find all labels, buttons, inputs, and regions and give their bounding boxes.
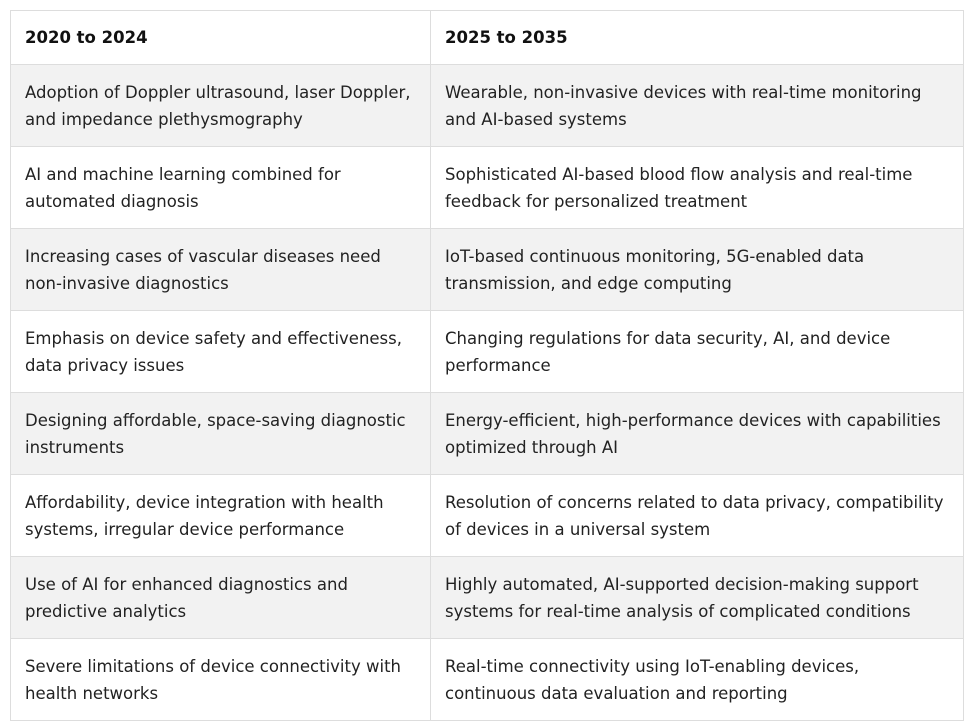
cell-2020-2024 [11, 147, 431, 229]
table-row [11, 393, 964, 475]
table-row [11, 229, 964, 311]
cell-text: Affordability, device integration with health systems, irregular device performance [25, 492, 384, 539]
cell-text: Energy-efficient, high-performance devices with capabilities optimized through AI [445, 410, 941, 457]
table-row [11, 639, 964, 721]
table-row [11, 557, 964, 639]
comparison-table-container [10, 10, 963, 721]
cell-2020-2024 [11, 65, 431, 147]
cell-2025-2035 [431, 393, 964, 475]
cell-text: Designing affordable, space-saving diagnostic instruments [25, 410, 406, 457]
cell-text: Adoption of Doppler ultrasound, laser Doppler, and impedance plethysmography [25, 82, 411, 129]
cell-text: Sophisticated AI-based blood flow analysis and real-time feedback for personalized treatment [445, 164, 913, 211]
cell-2025-2035 [431, 557, 964, 639]
cell-2020-2024 [11, 639, 431, 721]
cell-text: Emphasis on device safety and effectiveness, data privacy issues [25, 328, 402, 375]
cell-2020-2024 [11, 229, 431, 311]
cell-text: AI and machine learning combined for automated diagnosis [25, 164, 341, 211]
cell-2025-2035 [431, 639, 964, 721]
comparison-table [10, 10, 964, 721]
cell-text: Real-time connectivity using IoT-enabling devices, continuous data evaluation and reporting [445, 656, 860, 703]
cell-2025-2035 [431, 311, 964, 393]
cell-text: Severe limitations of device connectivity with health networks [25, 656, 401, 703]
cell-text: Increasing cases of vascular diseases need non-invasive diagnostics [25, 246, 381, 293]
cell-2025-2035 [431, 65, 964, 147]
cell-text: Highly automated, AI-supported decision-making support systems for real-time analysis of complicated conditions [445, 574, 919, 621]
cell-text: Changing regulations for data security, AI, and device performance [445, 328, 891, 375]
table-row [11, 65, 964, 147]
header-period-2020-2024: 2020 to 2024 [11, 11, 431, 65]
cell-text: Use of AI for enhanced diagnostics and predictive analytics [25, 574, 348, 621]
table-body [11, 65, 964, 721]
table-row [11, 311, 964, 393]
cell-2020-2024 [11, 557, 431, 639]
table-row [11, 475, 964, 557]
cell-2025-2035 [431, 147, 964, 229]
cell-text: IoT-based continuous monitoring, 5G-enabled data transmission, and edge computing [445, 246, 865, 293]
table-row [11, 147, 964, 229]
cell-text: Wearable, non-invasive devices with real-time monitoring and AI-based systems [445, 82, 922, 129]
cell-2025-2035 [431, 229, 964, 311]
cell-2020-2024 [11, 393, 431, 475]
cell-2025-2035 [431, 475, 964, 557]
header-period-2025-2035: 2025 to 2035 [431, 11, 964, 65]
header-row [11, 11, 964, 65]
cell-2020-2024 [11, 475, 431, 557]
cell-2020-2024 [11, 311, 431, 393]
table-header [11, 11, 964, 65]
cell-text: Resolution of concerns related to data privacy, compatibility of devices in a universal system [445, 492, 944, 539]
